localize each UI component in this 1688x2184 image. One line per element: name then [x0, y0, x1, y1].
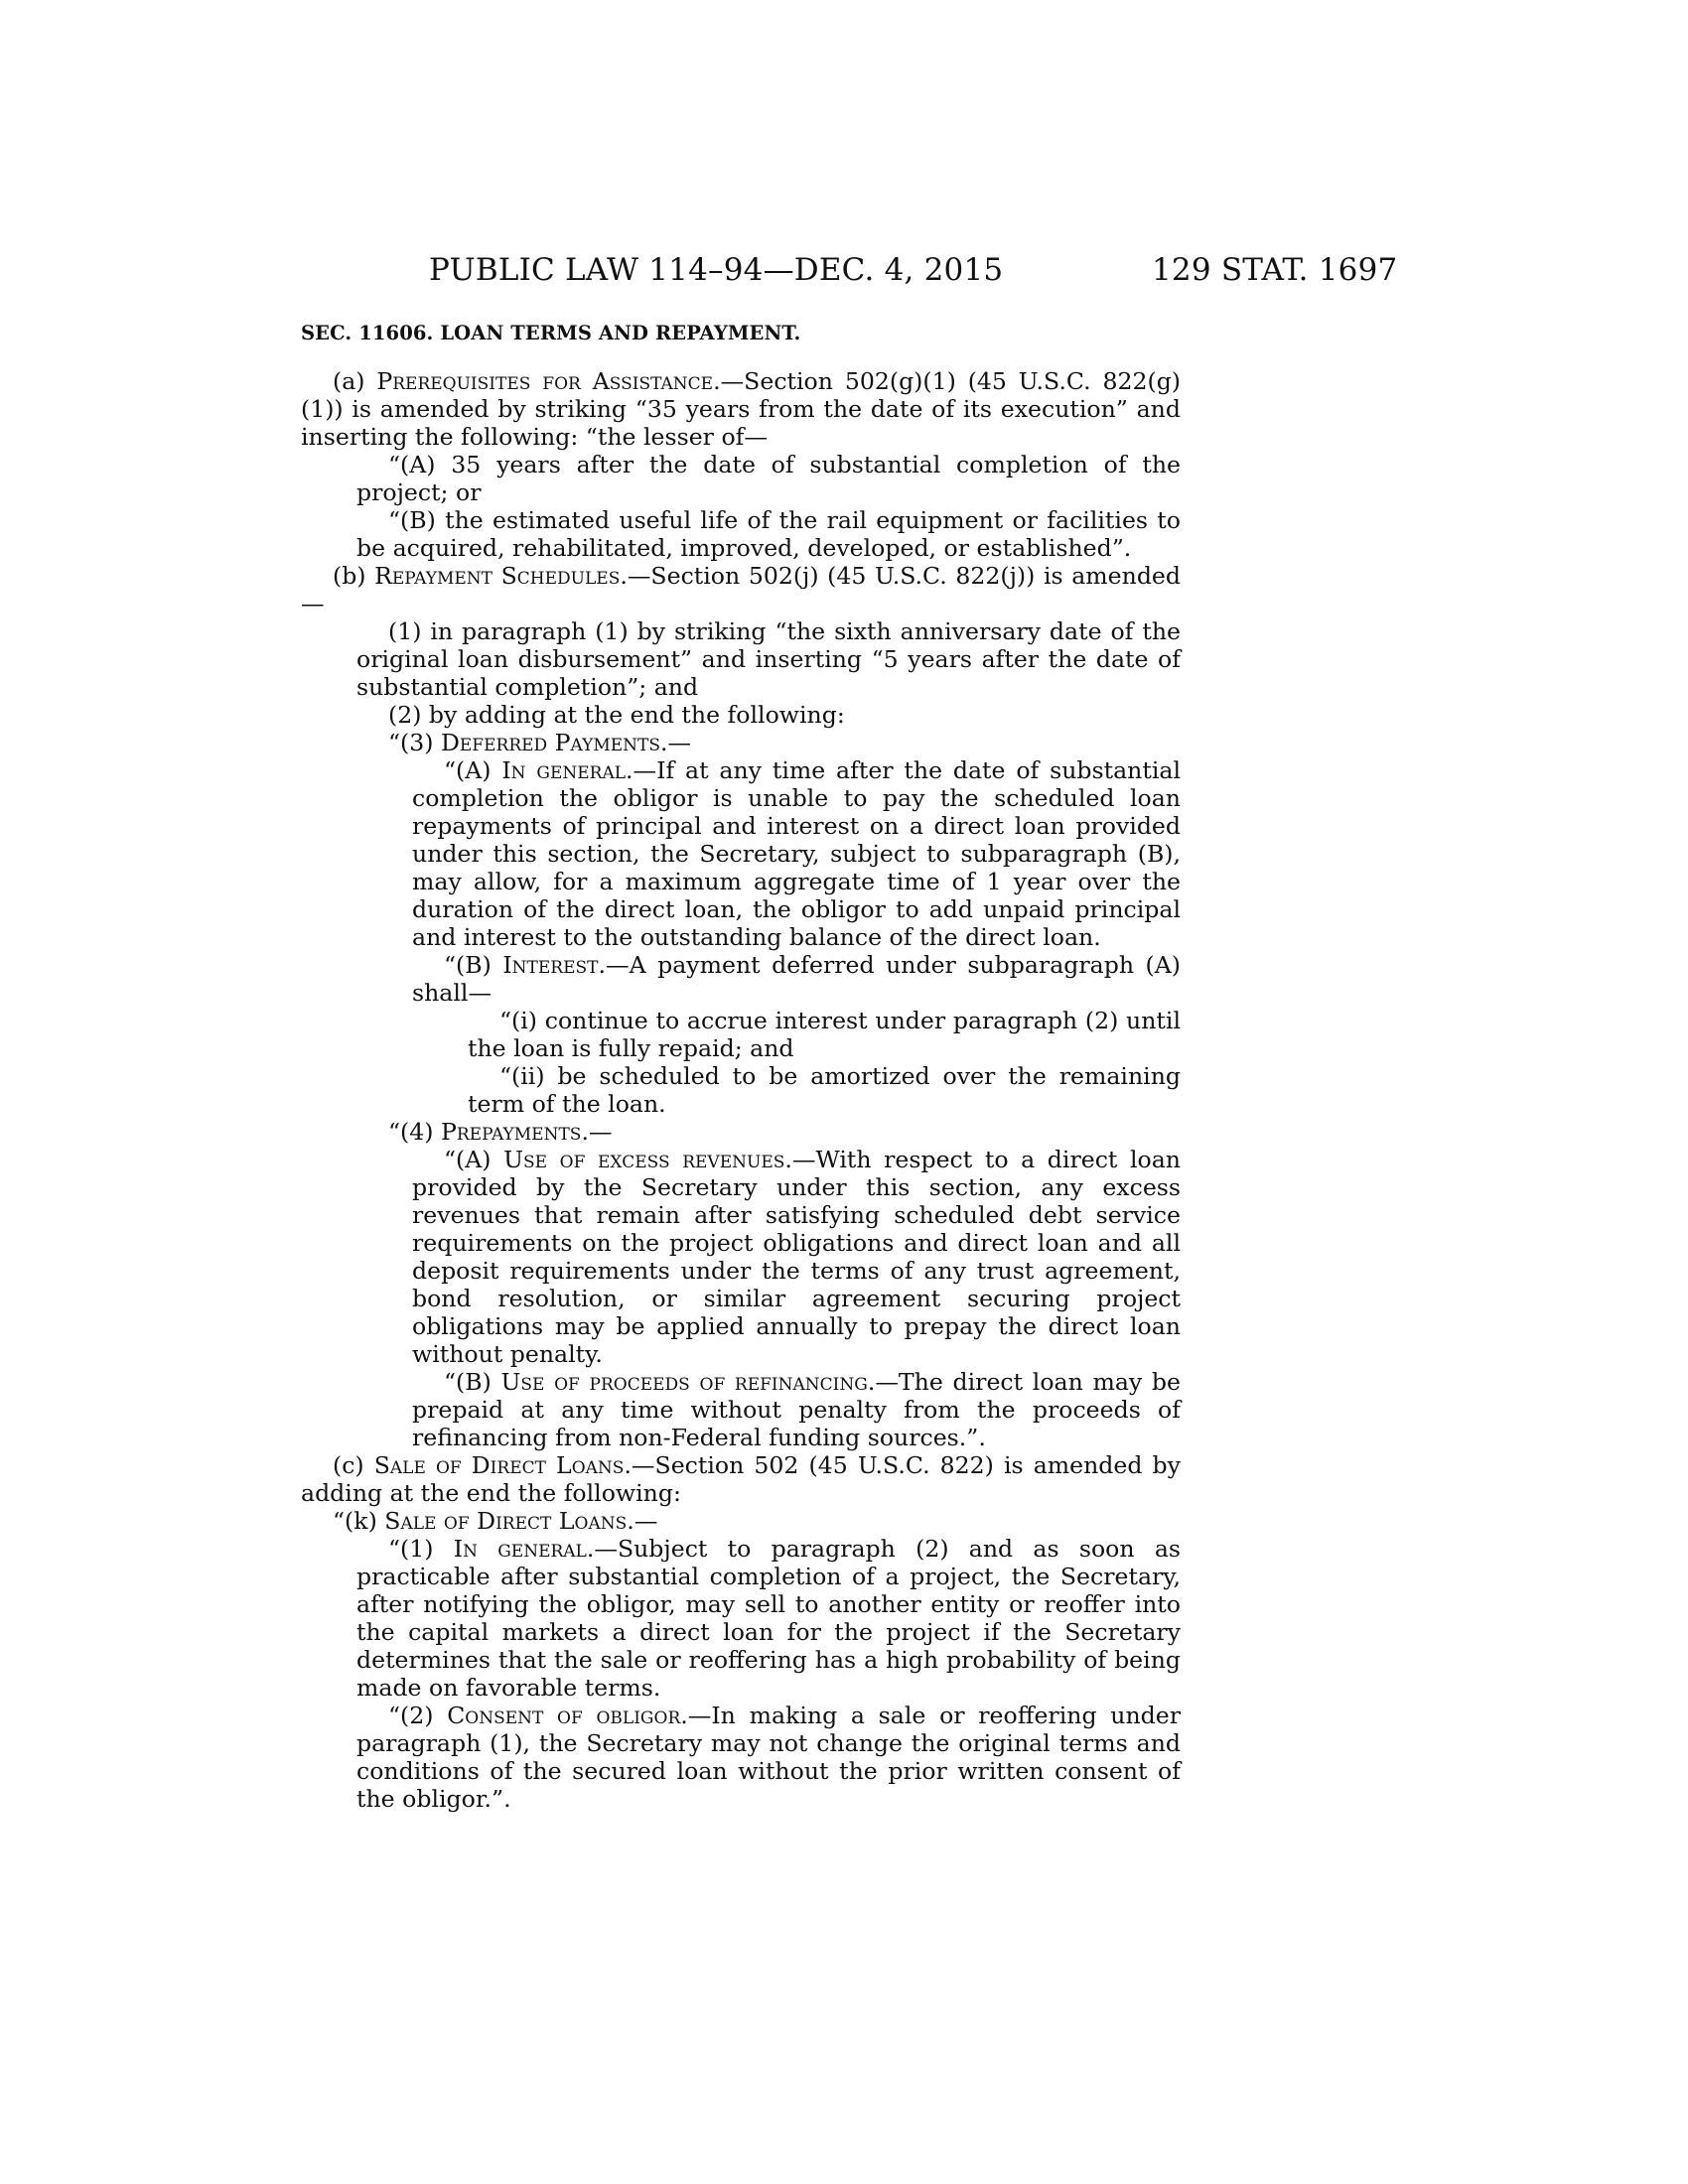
paragraph-3-item-A: “(A) In general.—If at any time after the date of substantial completion the obligor is unable to pay the scheduled loan repayments of principal and interest on a direct loan provided under this section, the Secretary, subject to subparagraph (B), may allow, for a maximum aggregate time of 1 year over the duration of the direct loan, the obligor to add unpaid principal and interest to the outstanding balance of the direct loan.: [412, 756, 1182, 951]
subsection-c-heading: Sale of Direct Loans: [373, 1451, 625, 1479]
paragraph-3-item-B-clause-i: “(i) continue to accrue interest under paragraph (2) until the loan is fully repaid; and: [468, 1007, 1181, 1062]
subsection-k-paragraph-2-heading: Consent of obligor: [447, 1702, 681, 1729]
subsection-a: (a) Prerequisites for Assistance.—Section 502(g)(1) (45 U.S.C. 822(g)(1)) is amended by striking “35 years from the date of its execution” and inserting the following: “the lesser of—: [301, 367, 1181, 451]
subsection-b-heading: Repayment Schedules: [374, 562, 621, 590]
paragraph-3-item-B-heading: Interest: [502, 951, 599, 979]
running-header-title: PUBLIC LAW 114–94—DEC. 4, 2015: [429, 252, 1004, 288]
subsection-a-item-B: “(B) the estimated useful life of the rail equipment or facilities to be acquired, rehabilitated, improved, developed, or established”.: [356, 506, 1181, 562]
subsection-b-paragraph-1: (1) in paragraph (1) by striking “the sixth anniversary date of the original loan disbursement” and inserting “5 years after the date of substantial completion”; and: [356, 617, 1181, 701]
statute-page-number: 129 STAT. 1697: [1152, 252, 1398, 288]
paragraph-4-item-B-heading: Use of proceeds of refinancing: [500, 1368, 868, 1396]
subsection-k-paragraph-1: “(1) In general.—Subject to paragraph (2) and as soon as practicable after substantial completion of a project, the Secretary, after notifying the obligor, may sell to another entity or reoffer into the capital markets a direct loan for the project if the Secretary determines that the sale or reoffering has a high probability of being made on favorable terms.: [356, 1535, 1182, 1702]
paragraph-3-item-B: “(B) Interest.—A payment deferred under subparagraph (A) shall—: [412, 951, 1181, 1007]
subsection-k: “(k) Sale of Direct Loans.—: [333, 1507, 658, 1535]
paragraph-3-item-A-heading: In general: [501, 756, 627, 784]
subsection-b-paragraph-2: (2) by adding at the end the following:: [388, 701, 845, 729]
subsection-a-item-A: “(A) 35 years after the date of substantial completion of the project; or: [356, 451, 1181, 506]
subsection-c: (c) Sale of Direct Loans.—Section 502 (45 U.S.C. 822) is amended by adding at the end the following:: [301, 1451, 1181, 1507]
subsection-k-paragraph-2: “(2) Consent of obligor.—In making a sale or reoffering under paragraph (1), the Secretary may not change the original terms and conditions of the secured loan without the prior written consent of the obligor.”.: [356, 1702, 1182, 1813]
subsection-k-paragraph-1-heading: In general: [453, 1535, 587, 1563]
subsection-b: (b) Repayment Schedules.—Section 502(j) (45 U.S.C. 822(j)) is amended—: [301, 562, 1181, 617]
paragraph-4-heading: Prepayments: [440, 1118, 582, 1146]
paragraph-4-prepayments: “(4) Prepayments.—: [388, 1118, 613, 1146]
paragraph-4-item-A-heading: Use of excess revenues: [503, 1146, 785, 1173]
paragraph-3-item-B-clause-ii: “(ii) be scheduled to be amortized over the remaining term of the loan.: [468, 1062, 1181, 1118]
paragraph-4-item-B: “(B) Use of proceeds of refinancing.—The direct loan may be prepaid at any time without penalty from the proceeds of refinancing from non-Federal funding sources.”.: [412, 1368, 1181, 1451]
document-body: [301, 320, 1181, 1813]
subsection-a-heading: Prerequisites for Assistance: [376, 367, 714, 395]
paragraph-3-heading: Deferred Payments: [440, 729, 661, 756]
subsection-k-heading: Sale of Direct Loans: [384, 1507, 628, 1535]
paragraph-4-item-A: “(A) Use of excess revenues.—With respect to a direct loan provided by the Secretary under this section, any excess revenues that remain after satisfying scheduled debt service requirements on the project obligations and direct loan and all deposit requirements under the terms of any trust agreement, bond resolution, or similar agreement securing project obligations may be applied annually to prepay the direct loan without penalty.: [412, 1146, 1182, 1368]
section-title: SEC. 11606. LOAN TERMS AND REPAYMENT.: [301, 322, 801, 344]
paragraph-3-deferred-payments: “(3) Deferred Payments.—: [388, 729, 692, 756]
